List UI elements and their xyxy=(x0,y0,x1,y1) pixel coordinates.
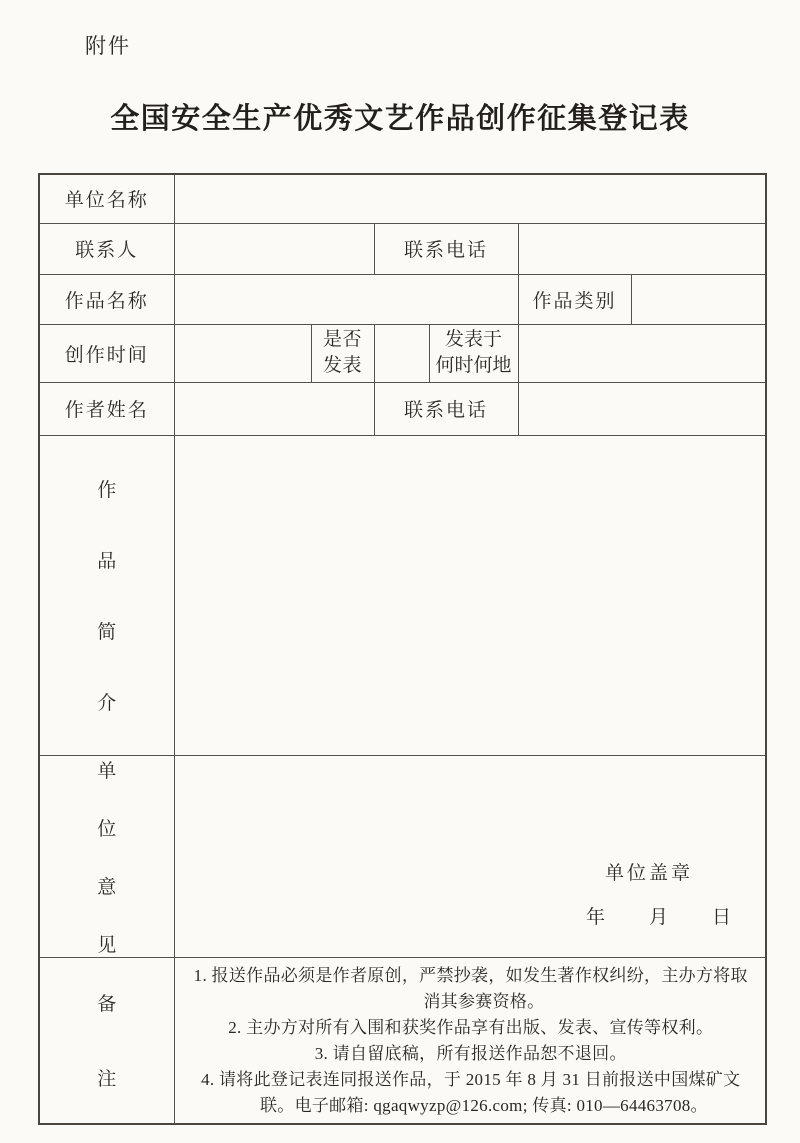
unit-name-label: 单位名称 xyxy=(39,174,174,223)
published-where-value-cell xyxy=(518,324,766,382)
table-row xyxy=(39,755,766,957)
table-row xyxy=(39,174,766,223)
registration-table xyxy=(38,173,767,1125)
published-where-label xyxy=(429,324,518,382)
work-name-label: 作品名称 xyxy=(39,274,174,324)
remarks-char: 注 xyxy=(97,1069,117,1091)
work-intro-char: 介 xyxy=(97,693,117,715)
unit-seal-label: 单位盖章 xyxy=(604,862,693,884)
remark-item-4: 4. 请将此登记表连同报送作品，于 2015 年 8 月 31 日前报送中国煤矿文联。电子邮箱: qgaqwyzp@126.com; 传真: 010—64463708。 xyxy=(201,1069,741,1115)
remark-item-3: 3. 请自留底稿，所有报送作品恕不退回。 xyxy=(314,1043,627,1063)
table-row xyxy=(39,435,766,755)
contact-phone-label: 联系电话 xyxy=(374,223,518,274)
contact-phone-value-cell xyxy=(518,223,766,274)
form-title: 全国安全生产优秀文艺作品创作征集登记表 xyxy=(110,103,690,135)
attachment-label: 附件 xyxy=(85,34,131,58)
unit-opinion-char: 位 xyxy=(97,818,117,840)
published-where-line1: 发表于 xyxy=(444,328,502,350)
creation-time-value-cell xyxy=(174,324,311,382)
published-where-line2: 何时何地 xyxy=(435,355,512,377)
table-row xyxy=(39,223,766,274)
work-intro-value-cell xyxy=(174,435,766,755)
author-name-value-cell xyxy=(174,382,374,435)
work-intro-label xyxy=(39,435,174,755)
creation-time-label: 创作时间 xyxy=(39,324,174,382)
table-row xyxy=(39,324,766,382)
unit-opinion-char: 意 xyxy=(97,876,117,898)
unit-opinion-value-cell xyxy=(174,755,766,957)
unit-opinion-label xyxy=(39,755,174,957)
remark-item-2: 2. 主办方对所有入围和获奖作品享有出版、发表、宣传等权利。 xyxy=(228,1017,714,1037)
published-label-line2: 发表 xyxy=(322,355,362,377)
work-intro-char: 品 xyxy=(97,551,117,573)
work-category-label: 作品类别 xyxy=(518,274,631,324)
author-phone-value-cell xyxy=(518,382,766,435)
table-row xyxy=(39,382,766,435)
contact-person-label: 联系人 xyxy=(39,223,174,274)
author-name-label: 作者姓名 xyxy=(39,382,174,435)
author-phone-label: 联系电话 xyxy=(374,382,518,435)
published-label xyxy=(311,324,374,382)
remarks-char: 备 xyxy=(97,994,117,1016)
remarks-label xyxy=(39,957,174,1124)
work-intro-char: 简 xyxy=(97,622,117,644)
date-month-label: 月 xyxy=(648,906,668,928)
unit-opinion-char: 单 xyxy=(97,760,117,782)
remark-item-1: 1. 报送作品必须是作者原创，严禁抄袭，如发生著作权纠纷，主办方将取消其参赛资格。 xyxy=(193,965,748,1011)
work-category-value-cell xyxy=(631,274,766,324)
published-value-cell xyxy=(374,324,429,382)
unit-name-value-cell xyxy=(174,174,766,223)
sign-date-line xyxy=(586,902,731,929)
date-day-label: 日 xyxy=(711,906,731,928)
work-name-value-cell xyxy=(174,274,518,324)
table-row xyxy=(39,957,766,1124)
published-label-line1: 是否 xyxy=(322,329,362,351)
date-year-label: 年 xyxy=(585,906,605,928)
unit-opinion-char: 见 xyxy=(97,934,117,956)
work-intro-char: 作 xyxy=(97,480,117,502)
contact-person-value-cell xyxy=(174,223,374,274)
remarks-content-cell xyxy=(174,957,766,1124)
table-row xyxy=(39,274,766,324)
